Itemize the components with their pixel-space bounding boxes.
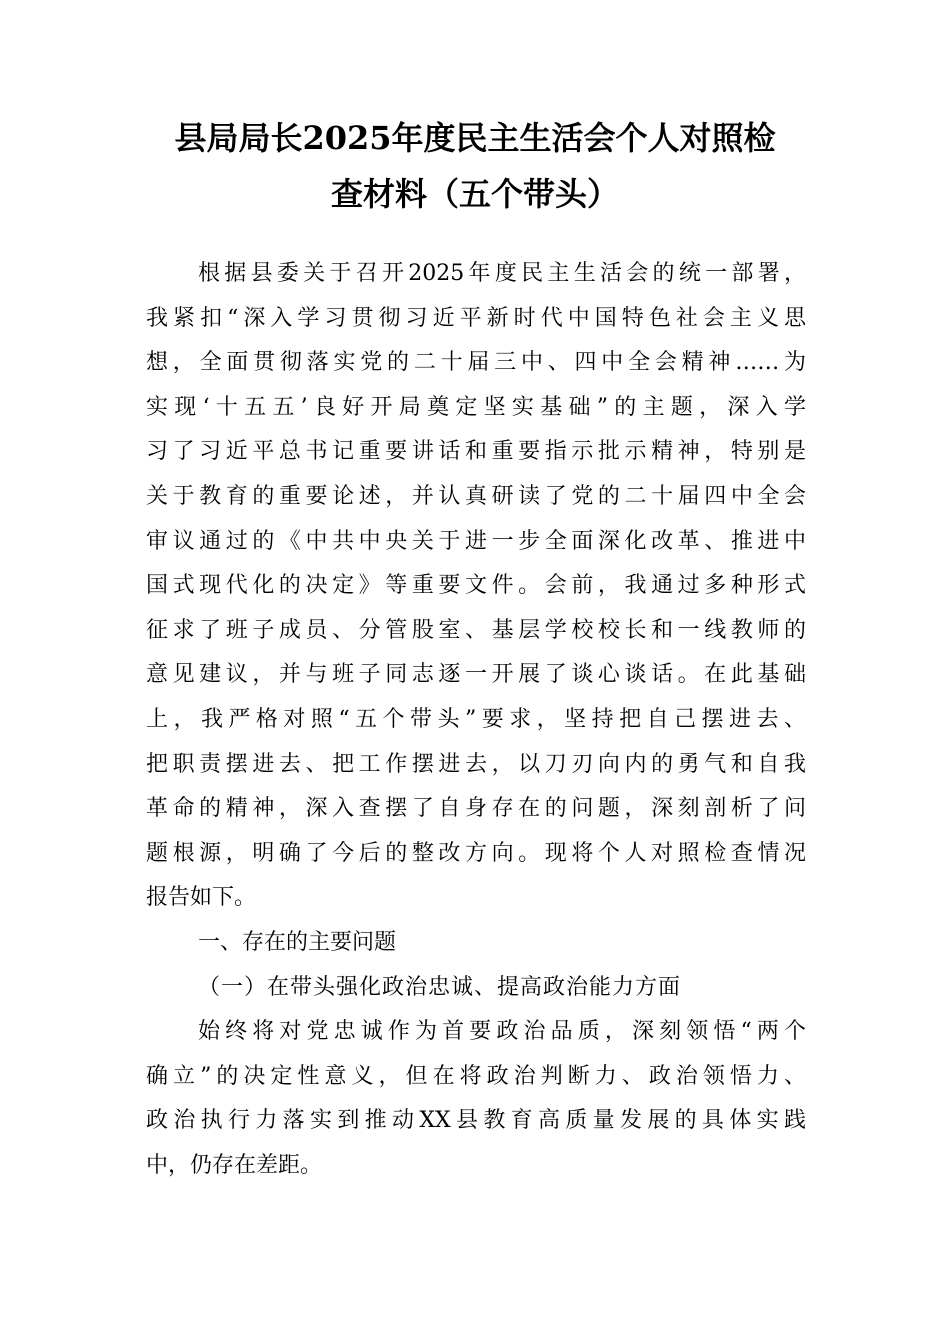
- subsection-line: 始终将对党忠诚作为首要政治品质，深刻领悟“两个: [198, 1019, 806, 1045]
- intro-line: 审议通过的《中共中央关于进一步全面深化改革、推进中: [146, 528, 806, 554]
- intro-line: 上，我严格对照“五个带头”要求，坚持把自己摆进去、: [146, 706, 806, 732]
- intro-line: 想，全面贯彻落实党的二十届三中、四中全会精神……为: [146, 350, 806, 376]
- intro-line: 根据县委关于召开2025年度民主生活会的统一部署，: [198, 261, 806, 286]
- title-line-1: 县局局长2025年度民主生活会个人对照检: [174, 119, 776, 157]
- title-line-2: 查材料（五个带头）: [330, 175, 619, 213]
- subsection-heading: （一）在带头强化政治忠诚、提高政治能力方面: [198, 974, 682, 1000]
- document-title: [120, 110, 830, 222]
- intro-line: 报告如下。: [146, 885, 257, 911]
- intro-line: 题根源，明确了今后的整改方向。现将个人对照检查情况: [146, 840, 806, 866]
- intro-line: 革命的精神，深入查摆了自身存在的问题，深刻剖析了问: [146, 796, 806, 822]
- intro-line: 征求了班子成员、分管股室、基层学校校长和一线教师的: [146, 617, 806, 643]
- intro-line: 国式现代化的决定》等重要文件。会前，我通过多种形式: [146, 573, 806, 599]
- section-heading: 一、存在的主要问题: [198, 929, 397, 955]
- intro-line: 意见建议，并与班子同志逐一开展了谈心谈话。在此基础: [146, 662, 806, 688]
- intro-line: 实现‘十五五’良好开局奠定坚实基础”的主题，深入学: [146, 394, 806, 420]
- intro-line: 我紧扣“深入学习贯彻习近平新时代中国特色社会主义思: [146, 305, 806, 331]
- intro-line: 把职责摆进去、把工作摆进去，以刀刃向内的勇气和自我: [146, 751, 806, 777]
- intro-line: 关于教育的重要论述，并认真研读了党的二十届四中全会: [146, 483, 806, 509]
- document-body: [146, 252, 806, 1188]
- subsection-line: 政治执行力落实到推动XX县教育高质量发展的具体实践: [146, 1108, 806, 1134]
- subsection-line: 中，仍存在差距。: [146, 1152, 323, 1178]
- intro-line: 习了习近平总书记重要讲话和重要指示批示精神，特别是: [146, 439, 806, 465]
- subsection-line: 确立”的决定性意义，但在将政治判断力、政治领悟力、: [146, 1063, 806, 1089]
